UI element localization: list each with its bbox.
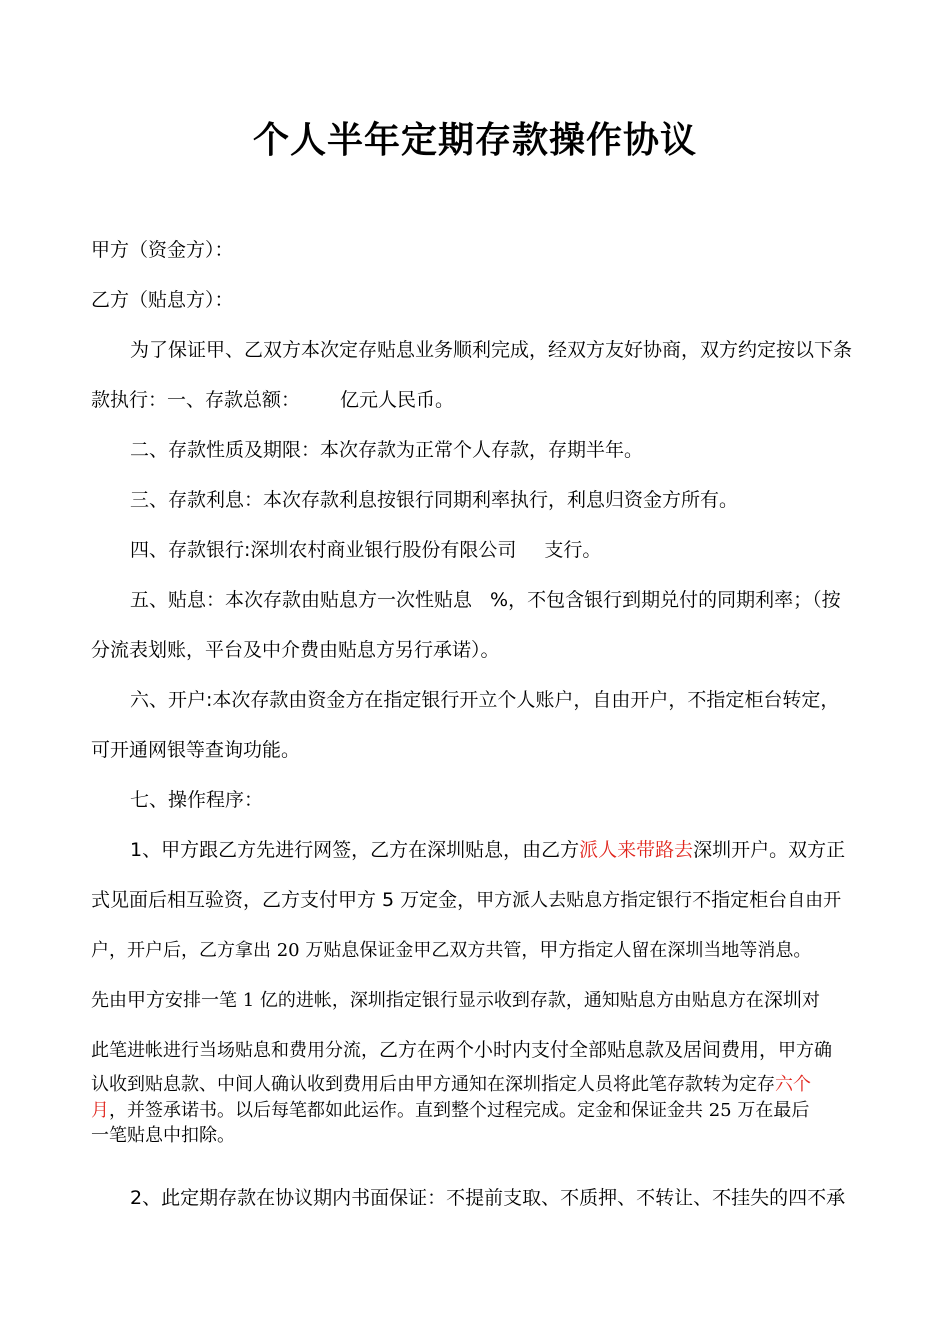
step-1-line-8: 一笔贴息中扣除。 <box>91 1125 235 1146</box>
intro-total-label: 款执行：一、存款总额： <box>91 389 301 411</box>
clause-2: 二、存款性质及期限：本次存款为正常个人存款，存期半年。 <box>130 439 644 461</box>
step-1-text: 自由开 <box>787 890 842 911</box>
intro-line-1: 为了保证甲、乙双方本次定存贴息业务顺利完成，经双方友好协商，双方约定按以下条 <box>130 339 853 361</box>
step-1-line-3 <box>91 937 861 964</box>
step-2-line-1: 2、此定期存款在协议期内书面保证：不提前支取、不质押、不转让、不挂失的四不承 <box>130 1187 846 1209</box>
step-1-line-1 <box>130 837 861 863</box>
step-1-text: 不指定柜台 <box>692 889 788 911</box>
step-1-highlight: 月 <box>91 1100 109 1121</box>
intro-line-2 <box>91 387 861 413</box>
clause-6-line-2: 可开通网银等查询功能。 <box>91 739 301 761</box>
party-a-line: 甲方（资金方）： <box>91 239 234 261</box>
step-1-text: 甲方 <box>539 939 578 961</box>
step-1-text: 乙方在两个小时内支付全部贴息款及居间费用， <box>379 1039 779 1061</box>
step-1-text: 深圳 <box>763 989 802 1011</box>
step-1-line-5 <box>91 1037 861 1064</box>
step-1-text: 认收到贴息款、中间人确认收到费用后由甲方通知在深圳指定人员将此笔存款转为定存 <box>91 1074 775 1095</box>
clause-5-line-2: 分流表划账，平台及中介费由贴息方另行承诺）。 <box>91 639 500 661</box>
clause-4-branch: 支行。 <box>544 539 602 561</box>
step-1-line-7 <box>91 1097 861 1124</box>
step-1-text: 式见面后相互验资，乙方支付甲方 5 万定金， <box>91 889 477 911</box>
step-1-text: 甲方派人去贴息方指定银行 <box>476 890 693 911</box>
step-1-text: 此笔进帐进行当场贴息和费用分流， <box>91 1040 379 1061</box>
step-1-text: 1、甲方跟乙方先进行网签，乙方在深圳贴息，由乙方 <box>130 839 580 861</box>
clause-3: 三、存款利息：本次存款利息按银行同期利率执行，利息归资金方所有。 <box>130 489 739 511</box>
step-1-line-2 <box>91 887 861 914</box>
clause-5-line-1 <box>130 587 861 613</box>
step-1-highlight: 六个 <box>775 1074 811 1095</box>
clause-6-line-1: 六、开户:本次存款由资金方在指定银行开立个人账户，自由开户，不指定柜台转定， <box>130 689 840 711</box>
step-1-highlight: 派人来带路去 <box>579 839 694 861</box>
step-1-text: 对 <box>801 990 820 1011</box>
step-1-text: 先由 <box>91 990 127 1011</box>
step-1-text: 户，开户后，乙方拿出 20 万贴息保证金甲乙双方共管， <box>91 940 540 961</box>
step-1-line-4 <box>91 987 861 1014</box>
party-b-line: 乙方（贴息方）： <box>91 289 234 311</box>
step-1-text: ，并签承诺书。以后每笔都如此运作。直到整个过程完成。定金和保证金共 25 万在最后 <box>109 1100 810 1121</box>
step-1-text: 甲方确 <box>778 1040 833 1061</box>
step-1-text: 安排一笔 1 亿的进帐，深圳指定银行显示收到存款，通知贴息方由贴息方在 <box>165 990 764 1011</box>
document-title: 个人半年定期存款操作协议 <box>252 120 697 161</box>
step-1-text: 指定人留在深圳当地等消息。 <box>577 940 812 961</box>
clause-7-heading: 七、操作程序： <box>130 789 264 811</box>
step-1-text: 深圳开户。双方正 <box>693 839 846 861</box>
step-1-line-6 <box>91 1071 861 1098</box>
intro-total-unit: 亿元人民币。 <box>340 389 455 411</box>
clause-4-bank: 四、存款银行:深圳农村商业银行股份有限公司 <box>130 539 517 561</box>
clause-4 <box>130 537 861 563</box>
step-1-text: 甲方 <box>127 989 166 1011</box>
clause-5-part-2: %，不包含银行到期兑付的同期利率；（按 <box>490 589 841 611</box>
clause-5-part-1: 五、贴息：本次存款由贴息方一次性贴息 <box>130 589 473 611</box>
